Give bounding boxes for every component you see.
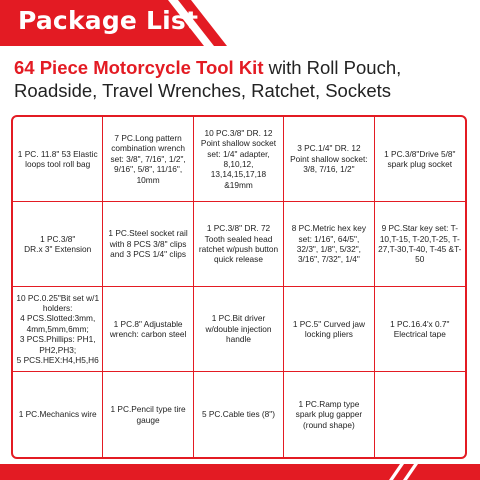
package-item: 1 PC.3/8"Drive 5/8" spark plug socket xyxy=(375,117,465,202)
package-item: 10 PC.3/8" DR. 12 Point shallow socket set: 1/4" adapter, 8,10,12, 13,14,15,17,18 &19mm xyxy=(194,117,284,202)
package-item: 1 PC.Bit driver w/double injection handle xyxy=(194,287,284,372)
kit-headline-rest: with Roll Pouch, Roadside, Travel Wrenches, Ratchet, Sockets xyxy=(14,57,402,101)
package-item: 9 PC.Star key set: T-10,T-15, T-20,T-25, T-27,T-30,T-40, T-45 &T-50 xyxy=(375,202,465,287)
package-item: 1 PC.5" Curved jaw locking pliers xyxy=(284,287,374,372)
footer-stripe-shape xyxy=(0,459,480,480)
package-item-empty xyxy=(375,372,465,457)
package-item: 1 PC.3/8" DR. 72 Tooth sealed head ratchet w/push button quick release xyxy=(194,202,284,287)
package-item: 8 PC.Metric hex key set: 1/16", 64/5", 32/3", 1/8", 5/32", 3/16", 7/32", 1/4" xyxy=(284,202,374,287)
package-item: 1 PC.Pencil type tire gauge xyxy=(103,372,193,457)
footer-stripe xyxy=(0,459,480,480)
package-item: 1 PC.8" Adjustable wrench: carbon steel xyxy=(103,287,193,372)
package-contents-grid xyxy=(11,115,467,459)
package-item: 1 PC.Steel socket rail with 8 PCS 3/8" clips and 3 PCS 1/4" clips xyxy=(103,202,193,287)
kit-headline xyxy=(14,56,470,102)
kit-headline-accent: 64 Piece Motorcycle Tool Kit xyxy=(14,57,264,78)
package-item: 1 PC. 11.8" 53 Elastic loops tool roll bag xyxy=(13,117,103,202)
package-item: 10 PC.0.25"Bit set w/1 holders: 4 PCS.Slotted:3mm, 4mm,5mm,6mm; 3 PCS.Phillips: PH1, PH2,PH3; 5 PCS.HEX:H4,H5,H6 xyxy=(13,287,103,372)
package-item: 1 PC.16.4'x 0.7" Electrical tape xyxy=(375,287,465,372)
package-item: 7 PC.Long pattern combination wrench set: 3/8", 7/16", 1/2", 9/16", 5/8", 11/16", 10mm xyxy=(103,117,193,202)
package-item: 5 PC.Cable ties (8") xyxy=(194,372,284,457)
package-list-title: Package List xyxy=(18,6,199,35)
package-list-banner xyxy=(0,0,480,46)
package-item: 3 PC.1/4" DR. 12 Point shallow socket: 3/8, 7/16, 1/2" xyxy=(284,117,374,202)
package-item: 1 PC.Mechanics wire xyxy=(13,372,103,457)
package-item: 1 PC.Ramp type spark plug gapper (round shape) xyxy=(284,372,374,457)
package-item: 1 PC.3/8" DR.x 3" Extension xyxy=(13,202,103,287)
